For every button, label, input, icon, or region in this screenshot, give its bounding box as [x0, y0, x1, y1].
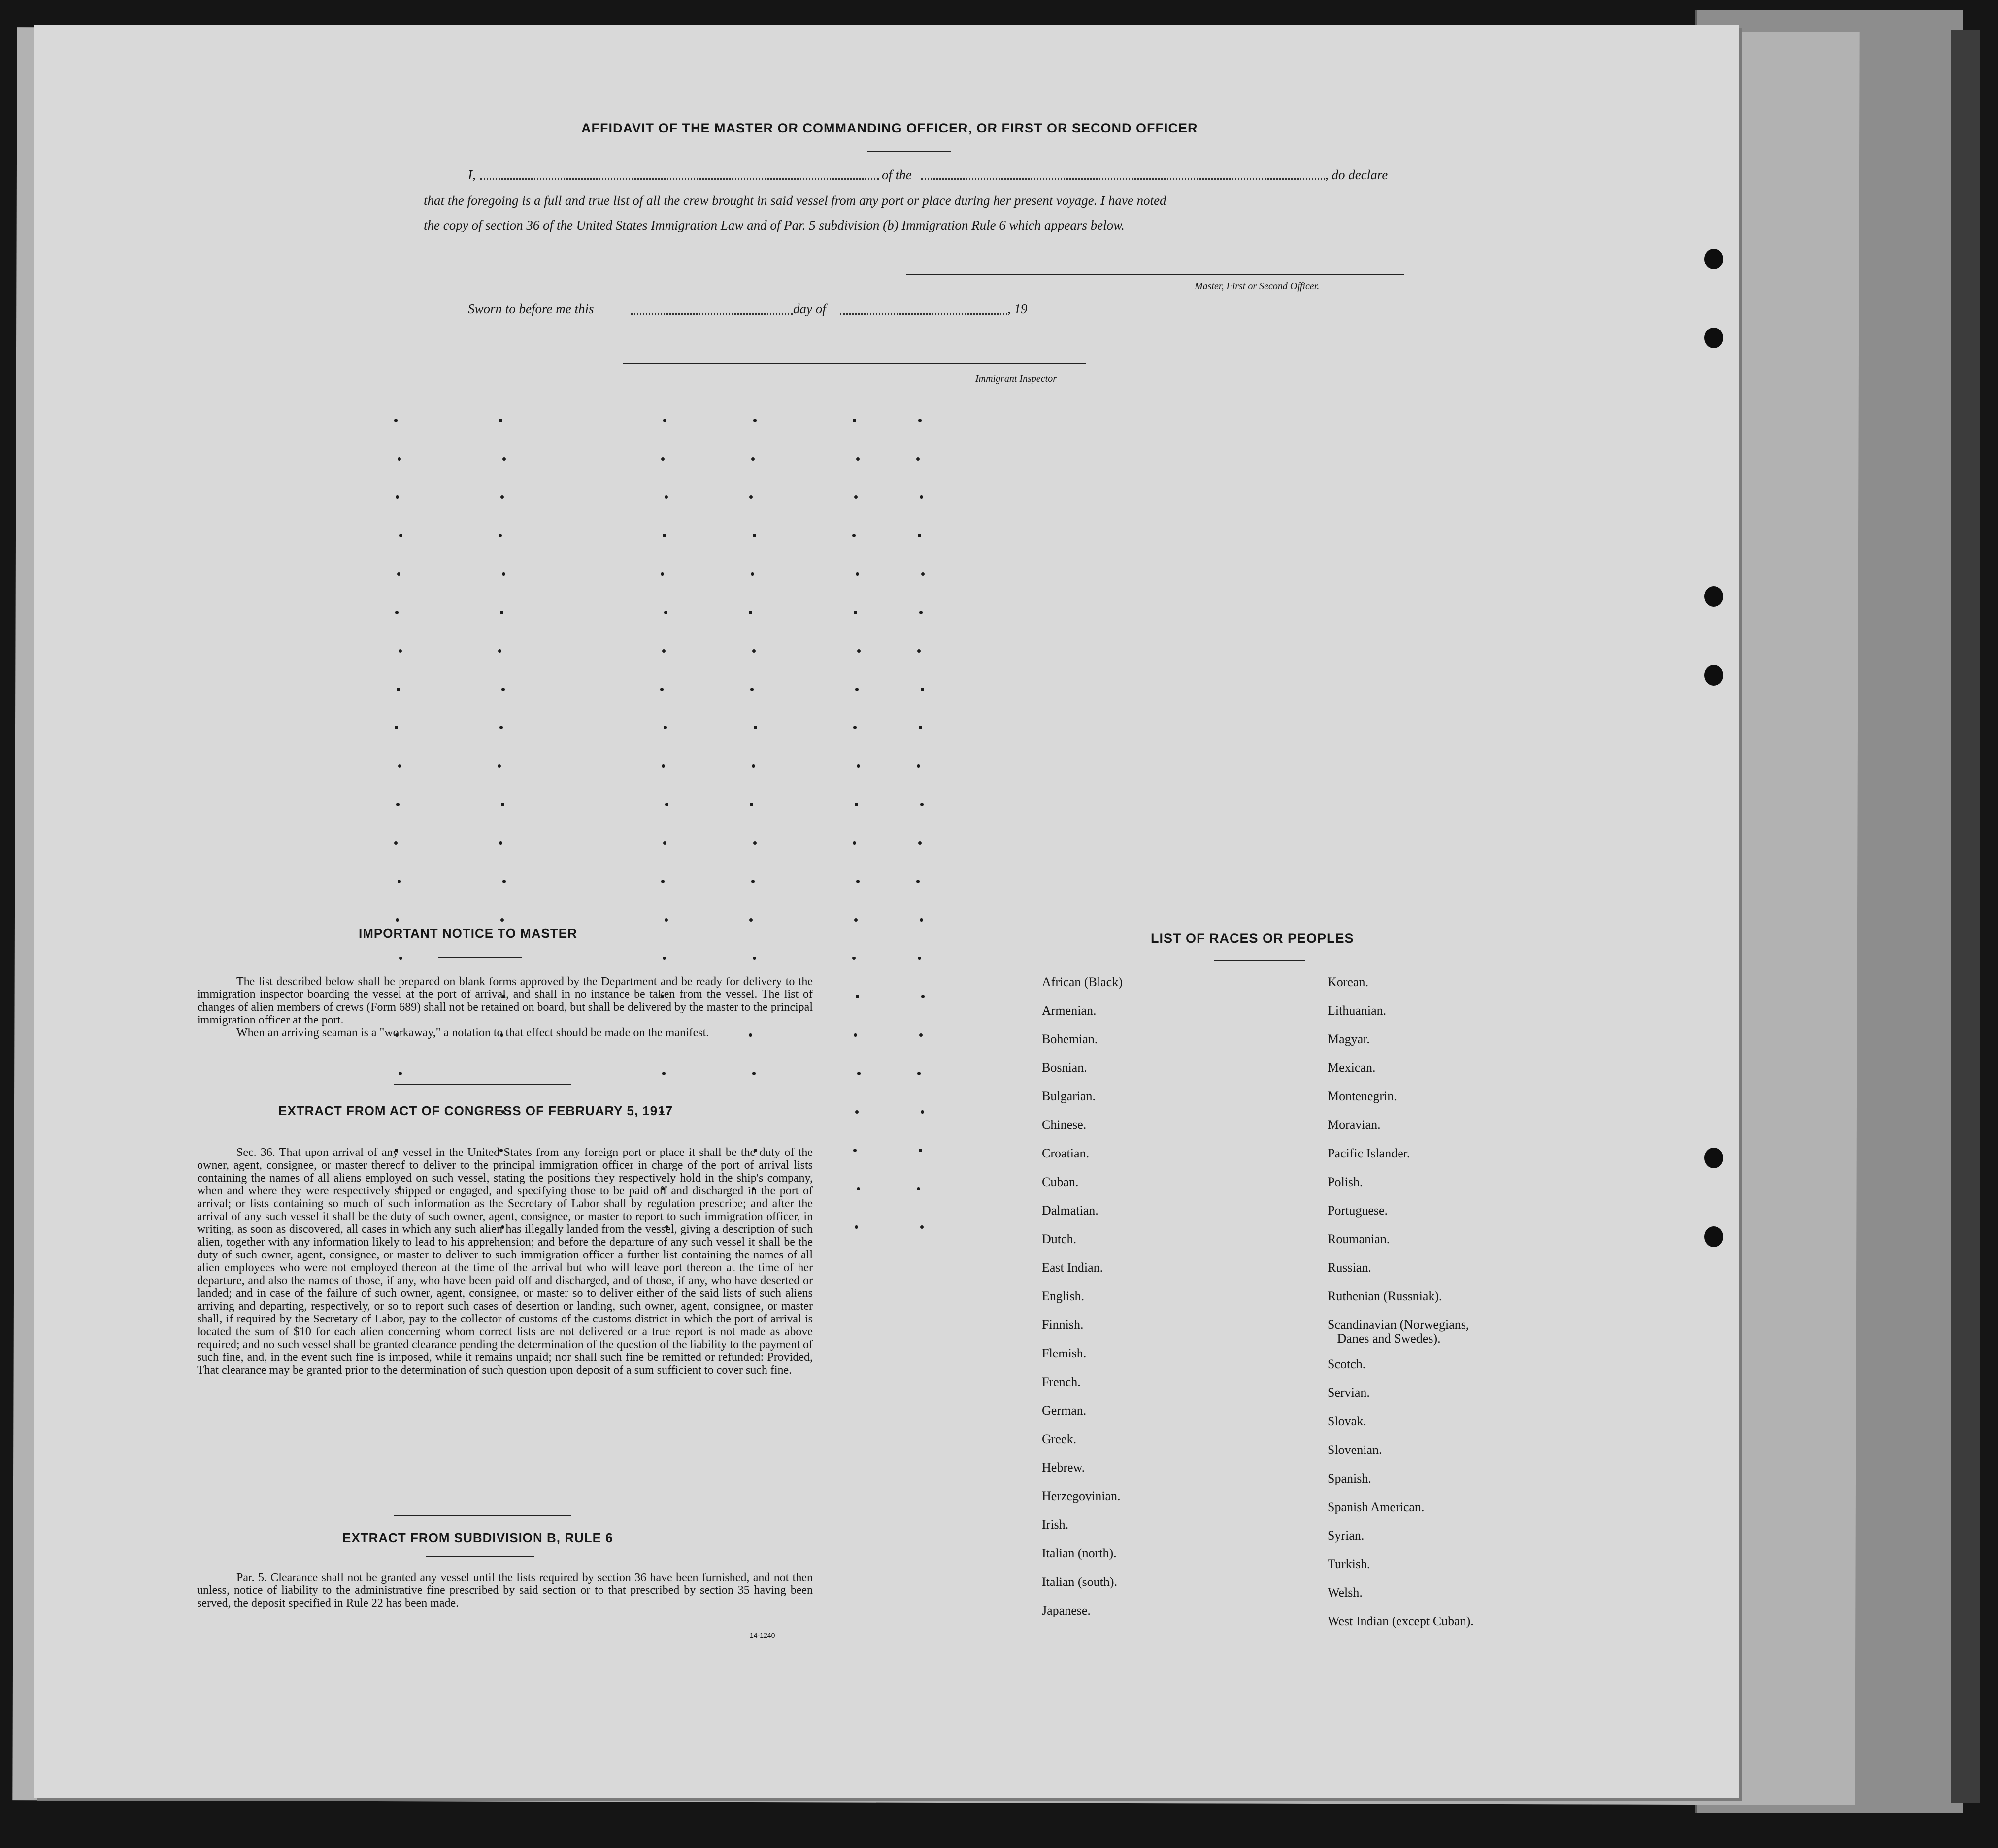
- bleed-through-dot: [665, 803, 668, 806]
- race-item: German.: [1042, 1403, 1087, 1418]
- bleed-through-dot: [501, 688, 505, 691]
- races-heading: LIST OF RACES OR PEOPLES: [1151, 931, 1354, 946]
- notice-paragraph-2: When an arriving seaman is a "workaway," a notation to that effect should be made on the manifest.: [236, 1026, 709, 1039]
- bleed-through-dot: [661, 572, 664, 576]
- bleed-through-dot: [853, 841, 856, 845]
- bleed-through-dot: [921, 688, 924, 691]
- extract-act-heading: EXTRACT FROM ACT OF CONGRESS OF FEBRUARY 5, 1917: [278, 1103, 673, 1118]
- extract-rule-body: [197, 1571, 813, 1610]
- race-item: Bosnian.: [1042, 1060, 1087, 1075]
- bleed-through-dot: [394, 419, 398, 422]
- bleed-through-dot: [753, 957, 756, 960]
- race-item: Croatian.: [1042, 1146, 1090, 1160]
- race-item: French.: [1042, 1375, 1081, 1389]
- bleed-through-dot: [753, 419, 757, 422]
- race-item: Turkish.: [1328, 1557, 1370, 1571]
- bleed-through-dot: [854, 611, 857, 614]
- bleed-through-dot: [921, 572, 925, 576]
- bleed-through-dot: [852, 957, 856, 960]
- bleed-through-dot: [857, 649, 861, 653]
- bleed-through-dot: [395, 611, 399, 614]
- race-item: Moravian.: [1328, 1118, 1381, 1132]
- bleed-through-dot: [750, 803, 753, 806]
- bleed-through-dot: [394, 841, 398, 845]
- bleed-through-dot: [917, 649, 921, 653]
- notice-heading: IMPORTANT NOTICE TO MASTER: [359, 926, 577, 941]
- bleed-through-dot: [499, 841, 502, 845]
- bleed-through-dot: [399, 649, 402, 653]
- bleed-through-dot: [917, 1187, 920, 1190]
- bleed-through-dot: [920, 918, 923, 922]
- bleed-through-dot: [752, 649, 756, 653]
- bleed-through-dot: [920, 495, 923, 499]
- punch-hole: [1704, 586, 1723, 607]
- race-item: Herzegovinian.: [1042, 1489, 1121, 1503]
- punch-hole: [1704, 1148, 1723, 1168]
- race-item: Greek.: [1042, 1432, 1077, 1446]
- race-item: Spanish American.: [1328, 1500, 1425, 1514]
- bleed-through-dot: [398, 457, 401, 461]
- bleed-through-dot: [752, 1072, 756, 1075]
- name-blank-line[interactable]: [480, 178, 879, 180]
- race-item: Montenegrin.: [1328, 1089, 1397, 1103]
- bleed-through-dot: [499, 534, 502, 537]
- divider: [1214, 960, 1305, 961]
- bleed-through-dot: [396, 918, 399, 922]
- punch-hole: [1704, 1226, 1723, 1247]
- race-item: Korean.: [1328, 975, 1369, 989]
- bleed-through-dot: [749, 495, 753, 499]
- bleed-through-dot: [500, 495, 504, 499]
- race-item: Ruthenian (Russniak).: [1328, 1289, 1442, 1303]
- race-item: Hebrew.: [1042, 1460, 1085, 1475]
- bleed-through-dot: [917, 764, 920, 768]
- bleed-through-dot: [919, 611, 923, 614]
- bleed-through-dot: [500, 918, 504, 922]
- race-item: Finnish.: [1042, 1318, 1084, 1332]
- race-item: West Indian (except Cuban).: [1328, 1614, 1474, 1628]
- affidavit-line-3: the copy of section 36 of the United States Immigration Law and of Par. 5 subdivision (b) Immigration Rule 6 which appears below.: [424, 218, 1125, 232]
- bleed-through-dot: [661, 880, 665, 883]
- bleed-through-dot: [397, 688, 400, 691]
- section-36-text: Sec. 36. That upon arrival of any vessel in the United States from any foreign port or place it shall be the duty of the owner, agent, consignee, or master thereof to deliver to the principal immigration officer in charge of the port of arrival lists containing the names of all aliens employed on such vessel, stating the positions they respectively hold in the ship's company, when and where they were respectively shipped or engaged, and specifying those to be paid off and discharged in the port of arrival; or lists containing so much of such information as the Secretary of Labor shall by regulation prescribe; and after the arrival of any such vessel it shall be the duty of such owner, agent, consignee, or master to report to such immigration officer, in writing, as soon as discovered, all cases in which any such alien has illegally landed from the vessel, giving a description of such alien, together with any information likely to lead to his apprehension; and before the departure of any such vessel it shall be the duty of such owner, agent, consignee, or master to deliver to such immigration officer a further list containing the names of all alien employees who were not employed thereon at the time of the arrival but who will leave port thereon at the time of her departure, and also the names of those, if any, who have been paid off and discharged, and of those, if any, who have deserted or landed; and in case of the failure of such owner, agent, consignee, or master so to deliver either of the said lists of such aliens arriving and departing, respectively, or so to report such cases of desertion or landing, such owner, agent, consignee, or master shall, if required by the Secretary of Labor, pay to the collector of customs of the customs district in which the port of arrival is located the sum of $10 for each alien concerning whom correct lists are not delivered or a true report is not made as above required; and no such vessel shall be granted clearance pending the determination of the question of the liability to the payment of such fine, and, in the event such fine is imposed, while it remains unpaid; nor shall such fine be remitted or refunded: Provided, That clearance may be granted prior to the determination of such question upon deposit of a sum sufficient to cover such fine.: [197, 1146, 813, 1377]
- bleed-through-dot: [856, 572, 859, 576]
- background-sheet-edge: [1951, 30, 1980, 1803]
- bleed-through-dot: [396, 803, 400, 806]
- race-item: Flemish.: [1042, 1346, 1087, 1360]
- bleed-through-dot: [754, 726, 757, 729]
- divider: [438, 957, 522, 958]
- bleed-through-dot: [855, 1110, 859, 1114]
- affidavit-line-2: that the foregoing is a full and true list of all the crew brought in said vessel from any port or place during her present voyage. I have noted: [424, 193, 1166, 208]
- race-item: Lithuanian.: [1328, 1003, 1387, 1018]
- race-item: Portuguese.: [1328, 1203, 1388, 1218]
- affidavit-heading: AFFIDAVIT OF THE MASTER OR COMMANDING OFFICER, OR FIRST OR SECOND OFFICER: [581, 121, 1198, 135]
- race-item: Pacific Islander.: [1328, 1146, 1410, 1160]
- bleed-through-dot: [399, 1072, 402, 1075]
- bleed-through-dot: [854, 1033, 857, 1037]
- race-item: Italian (north).: [1042, 1546, 1117, 1560]
- race-item: Roumanian.: [1328, 1232, 1390, 1246]
- bleed-through-dot: [752, 764, 755, 768]
- bleed-through-dot: [662, 1072, 666, 1075]
- bleed-through-dot: [856, 995, 859, 998]
- extract-act-body: [197, 1146, 813, 1377]
- affidavit-of-the-label: of the: [882, 167, 912, 182]
- signature-caption: Master, First or Second Officer.: [1195, 281, 1320, 292]
- race-item: Slovenian.: [1328, 1443, 1382, 1457]
- bleed-through-dot: [749, 611, 752, 614]
- bleed-through-dot: [662, 764, 665, 768]
- bleed-through-dot: [502, 880, 506, 883]
- race-item: Polish.: [1328, 1175, 1363, 1189]
- race-item: Cuban.: [1042, 1175, 1079, 1189]
- bleed-through-dot: [918, 419, 922, 422]
- bleed-through-dot: [854, 918, 858, 922]
- form-code: 14-1240: [750, 1631, 775, 1639]
- bleed-through-dot: [662, 649, 666, 653]
- year-label: , 19: [1007, 301, 1028, 316]
- bleed-through-dot: [749, 918, 753, 922]
- race-item: Mexican.: [1328, 1060, 1376, 1075]
- race-item: Italian (south).: [1042, 1575, 1118, 1589]
- bleed-through-dot: [500, 611, 503, 614]
- race-item: Bulgarian.: [1042, 1089, 1096, 1103]
- bleed-through-dot: [920, 803, 924, 806]
- bleed-through-dot: [501, 803, 504, 806]
- punch-hole: [1704, 249, 1723, 269]
- bleed-through-dot: [502, 457, 506, 461]
- day-blank-line[interactable]: [631, 313, 793, 315]
- bleed-through-dot: [502, 572, 505, 576]
- bleed-through-dot: [663, 841, 666, 845]
- signature-line[interactable]: [906, 274, 1404, 275]
- bleed-through-dot: [498, 764, 501, 768]
- bleed-through-dot: [660, 688, 664, 691]
- bleed-through-dot: [855, 688, 859, 691]
- bleed-through-dot: [920, 1225, 924, 1229]
- divider: [426, 1556, 534, 1557]
- bleed-through-dot: [665, 495, 668, 499]
- divider: [867, 151, 951, 152]
- bleed-through-dot: [664, 726, 667, 729]
- bleed-through-dot: [853, 726, 857, 729]
- race-item: Welsh.: [1328, 1585, 1363, 1600]
- month-blank-line[interactable]: [840, 313, 1007, 315]
- bleed-through-dot: [398, 764, 401, 768]
- divider: [394, 1515, 571, 1516]
- bleed-through-dot: [399, 534, 402, 537]
- inspector-signature-line[interactable]: [623, 363, 1086, 364]
- bleed-through-dot: [853, 1149, 857, 1152]
- race-item: Dutch.: [1042, 1232, 1077, 1246]
- race-item: Servian.: [1328, 1386, 1370, 1400]
- bleed-through-dot: [918, 534, 921, 537]
- bleed-through-dot: [854, 495, 858, 499]
- bleed-through-dot: [750, 688, 754, 691]
- race-item: Bohemian.: [1042, 1032, 1098, 1046]
- notice-body: [197, 975, 813, 1039]
- race-item: Scandinavian (Norwegians, Danes and Swedes).: [1328, 1318, 1469, 1346]
- vessel-blank-line[interactable]: [921, 178, 1325, 180]
- bleed-through-dot: [857, 1072, 861, 1075]
- race-item: Dalmatian.: [1042, 1203, 1099, 1218]
- bleed-through-dot: [857, 1187, 860, 1190]
- bleed-through-dot: [857, 764, 860, 768]
- inspector-caption: Immigrant Inspector: [975, 373, 1057, 384]
- bleed-through-dot: [919, 1149, 922, 1152]
- bleed-through-dot: [919, 726, 922, 729]
- race-item: East Indian.: [1042, 1260, 1103, 1275]
- bleed-through-dot: [751, 457, 755, 461]
- race-item: Syrian.: [1328, 1528, 1365, 1543]
- race-item: Russian.: [1328, 1260, 1371, 1275]
- bleed-through-dot: [395, 726, 398, 729]
- bleed-through-dot: [665, 918, 668, 922]
- bleed-through-dot: [663, 957, 666, 960]
- race-item: African (Black): [1042, 975, 1123, 989]
- bleed-through-dot: [921, 995, 925, 998]
- affidavit-i-label: I,: [468, 167, 476, 182]
- punch-hole: [1704, 665, 1723, 686]
- race-item: Slovak.: [1328, 1414, 1366, 1428]
- par-5-text: Par. 5. Clearance shall not be granted any vessel until the lists required by section 36 have been furnished, and not then unless, notice of liability to the administrative fine prescribed by said section or to that prescribed by section 35 having been served, the deposit specified in Rule 22 has been made.: [197, 1571, 813, 1610]
- bleed-through-dot: [921, 1110, 924, 1114]
- bleed-through-dot: [664, 611, 667, 614]
- punch-hole: [1704, 328, 1723, 348]
- race-item: Magyar.: [1328, 1032, 1370, 1046]
- extract-rule-heading: EXTRACT FROM SUBDIVISION B, RULE 6: [342, 1530, 613, 1545]
- divider: [394, 1084, 571, 1085]
- bleed-through-dot: [498, 649, 501, 653]
- bleed-through-dot: [396, 495, 399, 499]
- bleed-through-dot: [919, 1033, 923, 1037]
- sworn-label: Sworn to before me this: [468, 301, 594, 316]
- bleed-through-dot: [918, 841, 922, 845]
- bleed-through-dot: [499, 419, 502, 422]
- crew-manifest-back-page: [34, 25, 1739, 1798]
- race-item: English.: [1042, 1289, 1084, 1303]
- race-item: Spanish.: [1328, 1471, 1371, 1485]
- bleed-through-dot: [855, 1225, 858, 1229]
- bleed-through-dot: [916, 457, 920, 461]
- notice-paragraph-1: The list described below shall be prepared on blank forms approved by the Department and be ready for delivery to the immigration inspector boarding the vessel at the port of arrival, and shall in no instance be taken from the vessel. The list of changes of alien members of crews (Form 689) shall not be retained on board, but shall be delivered by the master to the principal immigration officer at the port.: [197, 975, 813, 1026]
- bleed-through-dot: [916, 880, 920, 883]
- day-of-label: day of: [793, 301, 826, 316]
- bleed-through-dot: [918, 957, 921, 960]
- race-item: Japanese.: [1042, 1603, 1091, 1617]
- bleed-through-dot: [753, 534, 756, 537]
- bleed-through-dot: [856, 457, 860, 461]
- bleed-through-dot: [855, 803, 858, 806]
- bleed-through-dot: [500, 726, 503, 729]
- race-item: Armenian.: [1042, 1003, 1097, 1018]
- bleed-through-dot: [917, 1072, 921, 1075]
- race-item: Scotch.: [1328, 1357, 1366, 1371]
- bleed-through-dot: [751, 572, 754, 576]
- bleed-through-dot: [751, 880, 755, 883]
- affidavit-declare-label: , do declare: [1325, 167, 1388, 182]
- bleed-through-dot: [397, 572, 400, 576]
- bleed-through-dot: [663, 419, 666, 422]
- bleed-through-dot: [398, 880, 401, 883]
- bleed-through-dot: [399, 957, 402, 960]
- bleed-through-dot: [856, 880, 860, 883]
- race-item: Chinese.: [1042, 1118, 1087, 1132]
- bleed-through-dot: [853, 419, 856, 422]
- race-item: Irish.: [1042, 1518, 1069, 1532]
- bleed-through-dot: [663, 534, 666, 537]
- bleed-through-dot: [661, 457, 665, 461]
- bleed-through-dot: [753, 841, 757, 845]
- bleed-through-dot: [852, 534, 856, 537]
